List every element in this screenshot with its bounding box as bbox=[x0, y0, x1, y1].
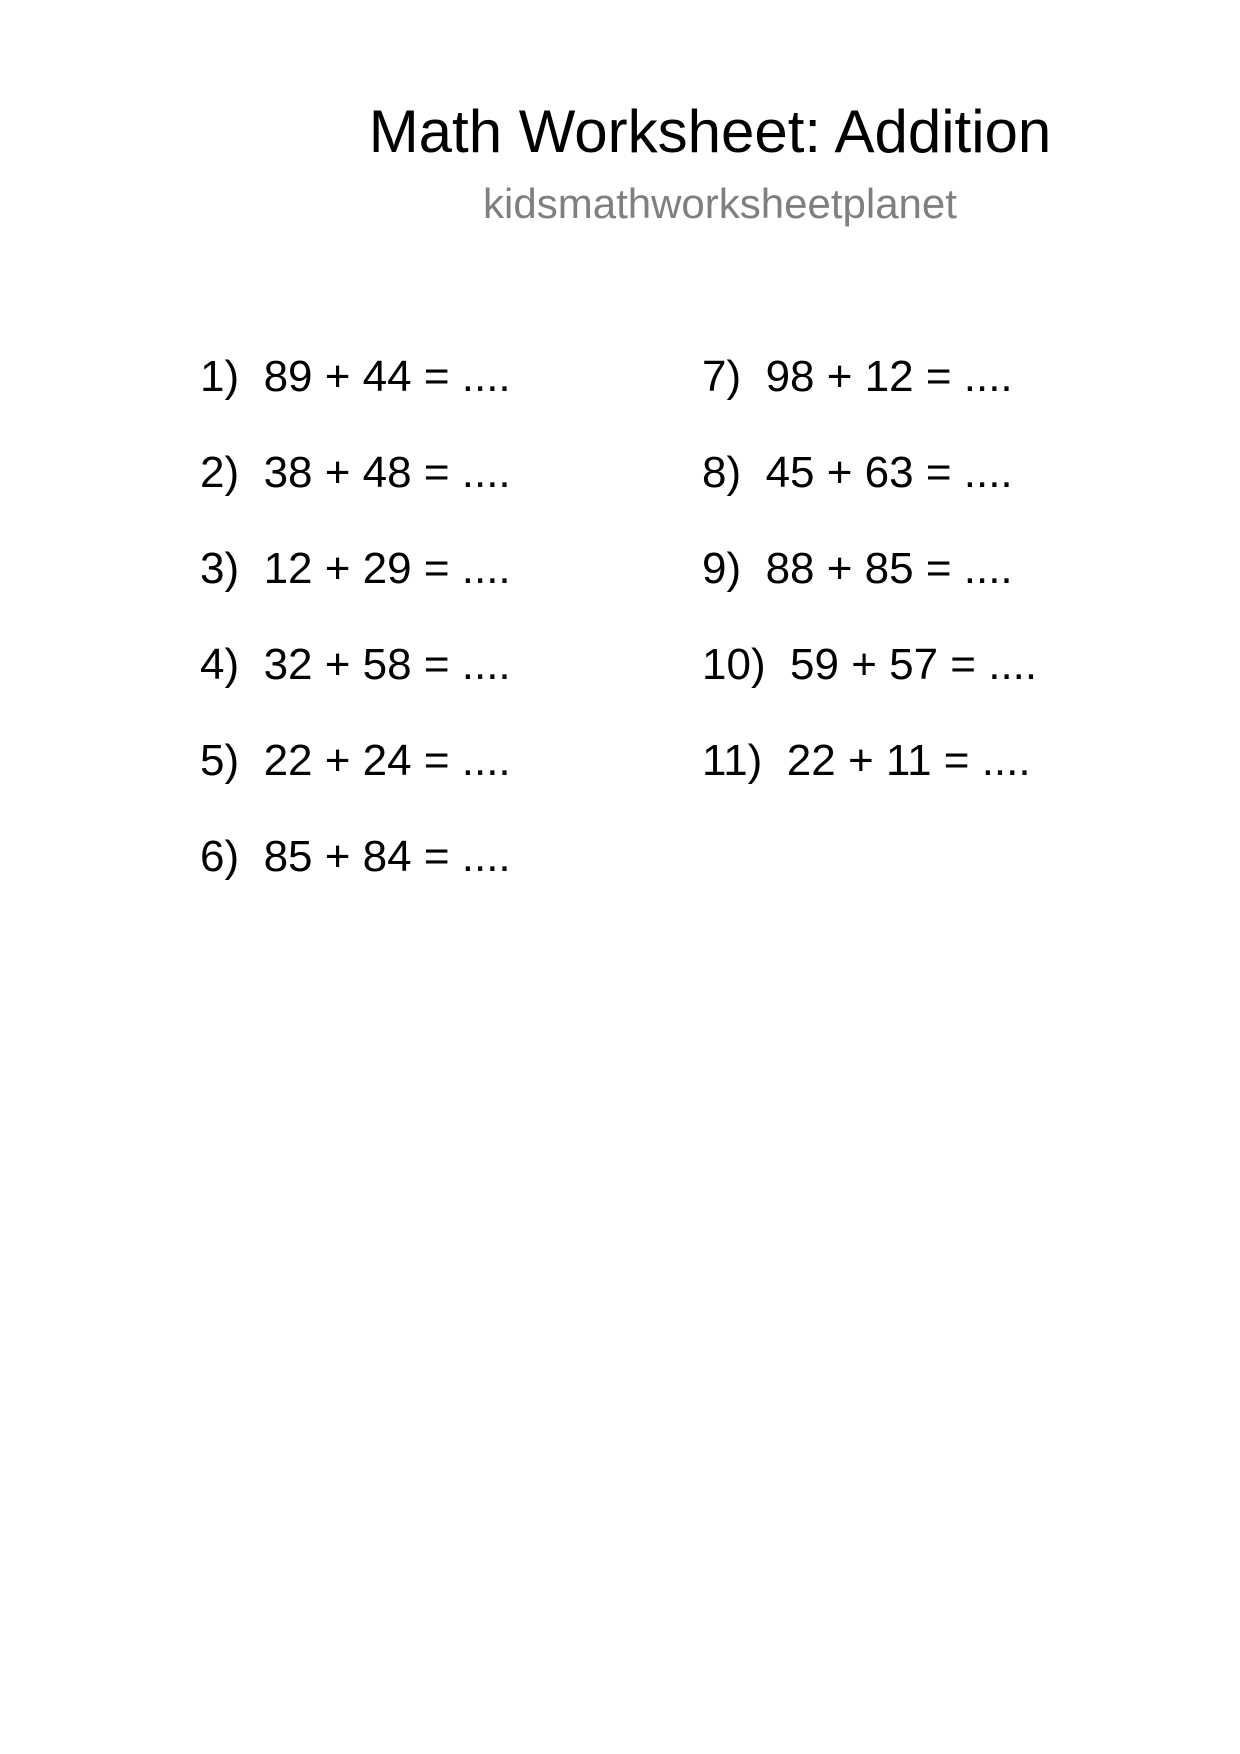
problem-item bbox=[200, 446, 511, 542]
problem-column-left bbox=[200, 350, 511, 926]
problem-number: 8) bbox=[702, 448, 742, 497]
problem-expression: 59 + 57 = .... bbox=[790, 640, 1038, 689]
problem-number: 4) bbox=[200, 640, 240, 689]
problem-expression: 89 + 44 = .... bbox=[263, 352, 511, 401]
problem-item bbox=[200, 638, 511, 734]
problem-expression: 12 + 29 = .... bbox=[263, 544, 511, 593]
problem-expression: 45 + 63 = .... bbox=[765, 448, 1013, 497]
problem-expression: 38 + 48 = .... bbox=[263, 448, 511, 497]
problem-item bbox=[702, 542, 1037, 638]
problem-item bbox=[200, 350, 511, 446]
problem-expression: 22 + 24 = .... bbox=[263, 736, 511, 785]
problem-item bbox=[702, 446, 1037, 542]
problem-expression: 22 + 11 = .... bbox=[786, 736, 1031, 785]
problem-item bbox=[200, 734, 511, 830]
worksheet-subtitle: kidsmathworksheetplanet bbox=[483, 180, 957, 227]
problem-expression: 32 + 58 = .... bbox=[263, 640, 511, 689]
problem-item bbox=[200, 542, 511, 638]
problem-item bbox=[702, 638, 1037, 734]
problem-item bbox=[702, 734, 1037, 830]
problem-number: 7) bbox=[702, 352, 742, 401]
problem-number: 3) bbox=[200, 544, 240, 593]
problem-number: 5) bbox=[200, 736, 240, 785]
problem-number: 2) bbox=[200, 448, 240, 497]
problem-number: 1) bbox=[200, 352, 240, 401]
problem-number: 11) bbox=[702, 736, 763, 785]
problem-item bbox=[702, 350, 1037, 446]
problem-expression: 88 + 85 = .... bbox=[765, 544, 1013, 593]
problem-number: 6) bbox=[200, 832, 240, 881]
problem-item bbox=[200, 830, 511, 926]
worksheet-title: Math Worksheet: Addition bbox=[368, 98, 1052, 165]
problem-expression: 98 + 12 = .... bbox=[765, 352, 1013, 401]
problem-expression: 85 + 84 = .... bbox=[263, 832, 511, 881]
problem-number: 9) bbox=[702, 544, 742, 593]
problem-column-right bbox=[702, 350, 1037, 830]
problem-number: 10) bbox=[702, 640, 766, 689]
